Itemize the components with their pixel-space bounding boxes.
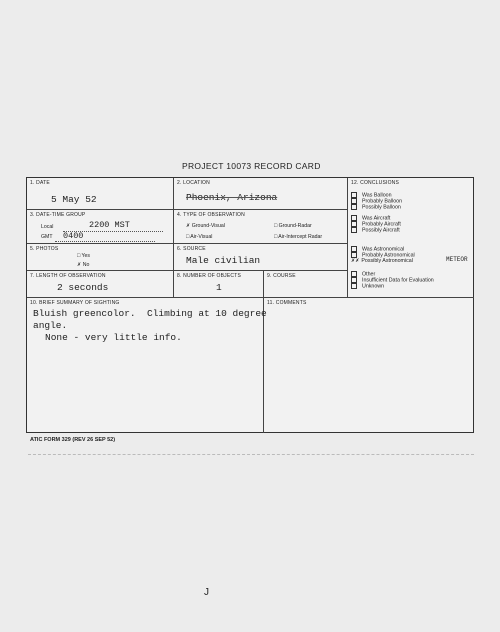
concl-probably-aircraft: Probably Aircraft xyxy=(351,221,401,227)
concl-probably-balloon: Probably Balloon xyxy=(351,198,402,204)
local-value: 2200 MST xyxy=(89,220,130,230)
form-id: ATIC FORM 329 (REV 26 SEP 52) xyxy=(30,437,116,443)
gmt-value: 0400 xyxy=(63,231,84,241)
date-label: 1. DATE xyxy=(30,180,50,186)
length-label: 7. LENGTH OF OBSERVATION xyxy=(30,273,106,279)
length-value: 2 seconds xyxy=(57,282,109,293)
divider xyxy=(28,454,474,455)
course-label: 9. COURSE xyxy=(267,273,296,279)
concl-unknown: Unknown xyxy=(351,283,384,289)
source-value: Male civilian xyxy=(186,255,261,266)
observation-type-label: 4. TYPE OF OBSERVATION xyxy=(177,212,245,218)
length-cell xyxy=(27,271,174,298)
conclusions-label: 12. CONCLUSIONS xyxy=(351,180,400,186)
concl-possibly-balloon: Possibly Balloon xyxy=(351,204,401,210)
concl-possibly-astronomical: ✗✗ Possibly Astronomical xyxy=(351,258,413,264)
date-value: 5 May 52 xyxy=(51,194,97,205)
obs-air-intercept: □ Air-Intercept Radar xyxy=(274,234,323,240)
photos-yes: □ Yes xyxy=(77,253,90,259)
record-card xyxy=(26,177,474,433)
local-label: Local xyxy=(41,224,54,230)
location-value: Phoenix, Arizona xyxy=(186,192,278,203)
dtg-cell xyxy=(27,210,174,244)
location-cell xyxy=(174,178,348,210)
obs-air-visual: □ Air-Visual xyxy=(186,234,213,240)
objects-value: 1 xyxy=(216,282,222,293)
concl-was-aircraft: Was Aircraft xyxy=(351,215,390,221)
summary-cell xyxy=(27,298,267,433)
concl-other: Other xyxy=(351,271,375,277)
photos-cell xyxy=(27,244,174,271)
source-label: 6. SOURCE xyxy=(177,246,206,252)
summary-label: 10. BRIEF SUMMARY OF SIGHTING xyxy=(30,300,120,306)
obs-ground-radar: □ Ground-Radar xyxy=(274,223,312,229)
concl-was-balloon: Was Balloon xyxy=(351,192,392,198)
comments-cell xyxy=(264,298,474,433)
conclusions-cell xyxy=(348,178,474,298)
handwritten-note: METEOR xyxy=(446,256,468,263)
summary-line-3: None - very little info. xyxy=(45,332,182,343)
concl-probably-astronomical: Probably Astronomical xyxy=(351,252,415,258)
comments-label: 11. COMMENTS xyxy=(267,300,307,306)
location-label: 2. LOCATION xyxy=(177,180,210,186)
objects-label: 8. NUMBER OF OBJECTS xyxy=(177,273,242,279)
concl-was-astronomical: Was Astronomical xyxy=(351,246,404,252)
photos-label: 5. PHOTOS xyxy=(30,246,59,252)
course-cell xyxy=(264,271,348,298)
photos-no: ✗ No xyxy=(77,262,90,268)
footer-mark: J xyxy=(204,587,209,598)
page-title: PROJECT 10073 RECORD CARD xyxy=(182,161,321,171)
gmt-label: GMT xyxy=(41,234,53,240)
date-cell xyxy=(27,178,174,210)
dtg-label: 3. DATE-TIME GROUP xyxy=(30,212,86,218)
concl-insufficient: Insufficient Data for Evaluation xyxy=(351,277,434,283)
objects-cell xyxy=(174,271,264,298)
source-cell xyxy=(174,244,348,271)
obs-ground-visual: ✗ Ground-Visual xyxy=(186,223,225,229)
summary-line-2: angle. xyxy=(33,320,68,331)
concl-possibly-aircraft: Possibly Aircraft xyxy=(351,227,400,233)
observation-type-cell xyxy=(174,210,348,244)
summary-line-1: Bluish greencolor. Climbing at 10 degree xyxy=(33,308,267,319)
